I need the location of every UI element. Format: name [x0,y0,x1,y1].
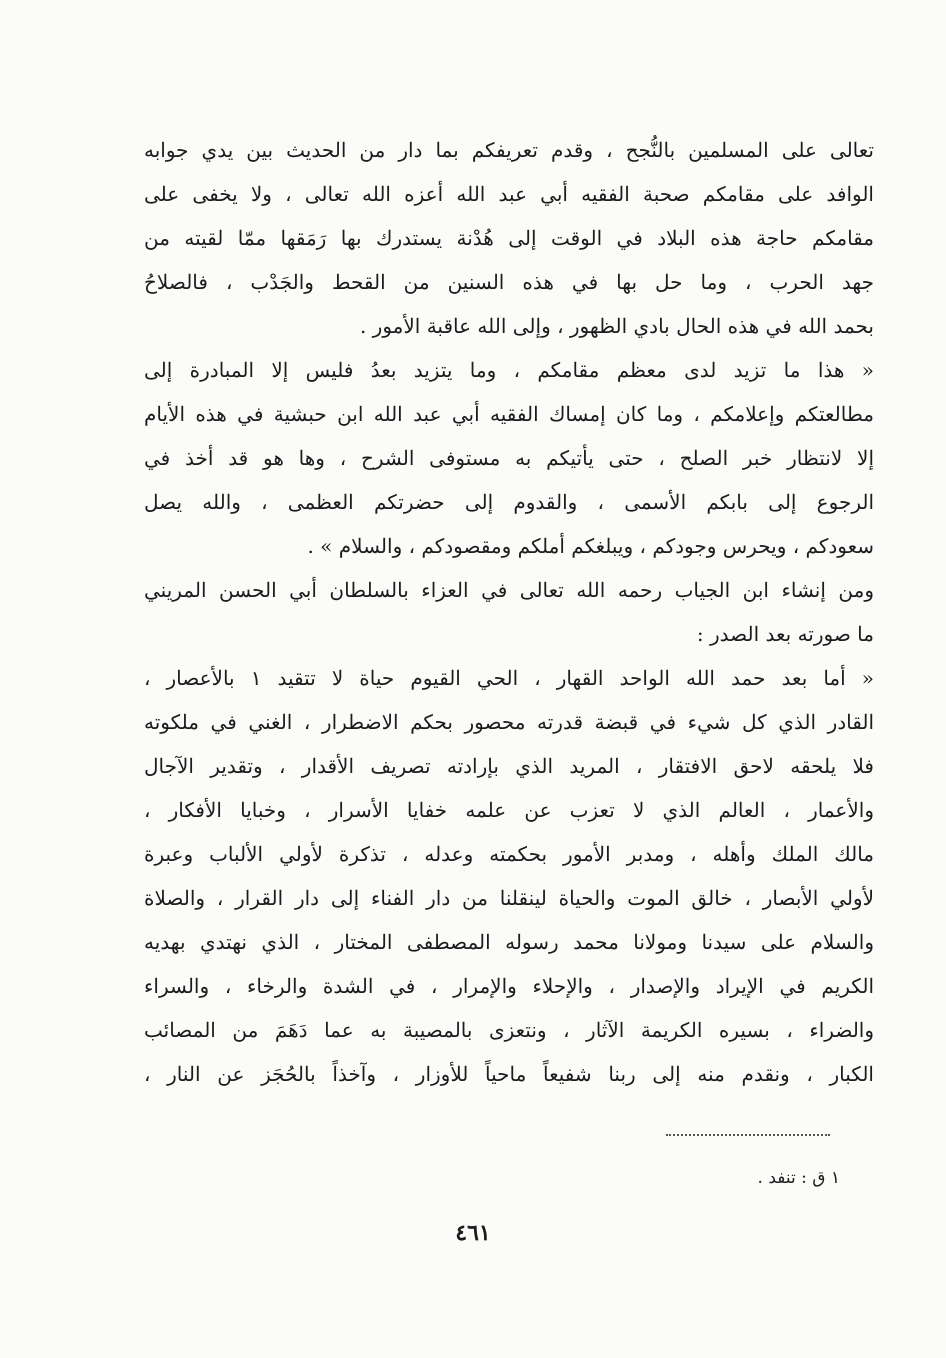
footnote: ١ ق : تنفد . [757,1168,840,1188]
text-line: إلا لانتظار خبر الصلح ، حتى يأتيكم به مستوفى الشرح ، وها هو قد أخذ في [144,446,874,470]
text-line: ومن إنشاء ابن الجياب رحمه الله تعالى في العزاء بالسلطان أبي الحسن المريني [144,578,874,602]
page-number: ٤٦١ [455,1220,491,1246]
text-line: مقامكم حاجة هذه البلاد في الوقت إلى هُدْنة يستدرك بها رَمَقها ممّا لقيته من [144,226,874,250]
footnote-divider [666,1134,830,1136]
text-line: والضراء ، بسيره الكريمة الآثار ، ونتعزى بالمصيبة به عما دَهَمَ من المصائب [144,1018,874,1042]
text-line: الكريم في الإيراد والإصدار ، والإحلاء والإمرار ، في الشدة والرخاء ، والسراء [144,974,874,998]
text-line: جهد الحرب ، وما حل بها في هذه السنين من القحط والجَدْب ، فالصلاحُ [144,270,874,294]
text-line: الوافد على مقامكم صحبة الفقيه أبي عبد الله أعزه الله تعالى ، ولا يخفى على [144,182,874,206]
text-line: الرجوع إلى بابكم الأسمى ، والقدوم إلى حضرتكم العظمى ، والله يصل [144,490,874,514]
text-line: فلا يلحقه لاحق الافتقار ، المريد الذي بإرادته تصريف الأقدار ، وتقدير الآجال [144,754,874,778]
text-line: « هذا ما تزيد لدى معظم مقامكم ، وما يتزيد بعدُ فليس إلا المبادرة إلى [144,358,874,382]
text-line: والأعمار ، العالم الذي لا تعزب عن علمه خفايا الأسرار ، وخبايا الأفكار ، [144,798,874,822]
text-line: الكبار ، ونقدم منه إلى ربنا شفيعاً ماحياً للأوزار ، وآخذاً بالحُجَز عن النار ، [144,1062,874,1086]
text-line: بحمد الله في هذه الحال بادي الظهور ، وإلى الله عاقبة الأمور . [359,314,874,338]
text-line: « أما بعد حمد الله الواحد القهار ، الحي القيوم حياة لا تتقيد ١ بالأعصار ، [144,666,874,690]
text-line: مالك الملك وأهله ، ومدبر الأمور بحكمته وعدله ، تذكرة لأولي الألباب وعبرة [144,842,874,866]
body-text [144,128,874,1096]
text-line: مطالعتكم وإعلامكم ، وما كان إمساك الفقيه أبي عبد الله ابن حبشية في هذه الأيام [144,402,874,426]
text-line: تعالى على المسلمين بالنُّجح ، وقدم تعريفكم بما دار من الحديث بين يدي جوابه [144,138,874,162]
text-line: سعودكم ، ويحرس وجودكم ، ويبلغكم أملكم ومقصودكم ، والسلام » . [307,534,874,558]
text-line: والسلام على سيدنا ومولانا محمد رسوله المصطفى المختار ، الذي نهتدي بهديه [144,930,874,954]
text-line: لأولي الأبصار ، خالق الموت والحياة لينقلنا من دار الفناء إلى دار القرار ، والصلاة [144,886,874,910]
text-line: ما صورته بعد الصدر : [696,622,874,646]
text-line: القادر الذي كل شيء في قبضة قدرته محصور بحكم الاضطرار ، الغني في ملكوته [144,710,874,734]
